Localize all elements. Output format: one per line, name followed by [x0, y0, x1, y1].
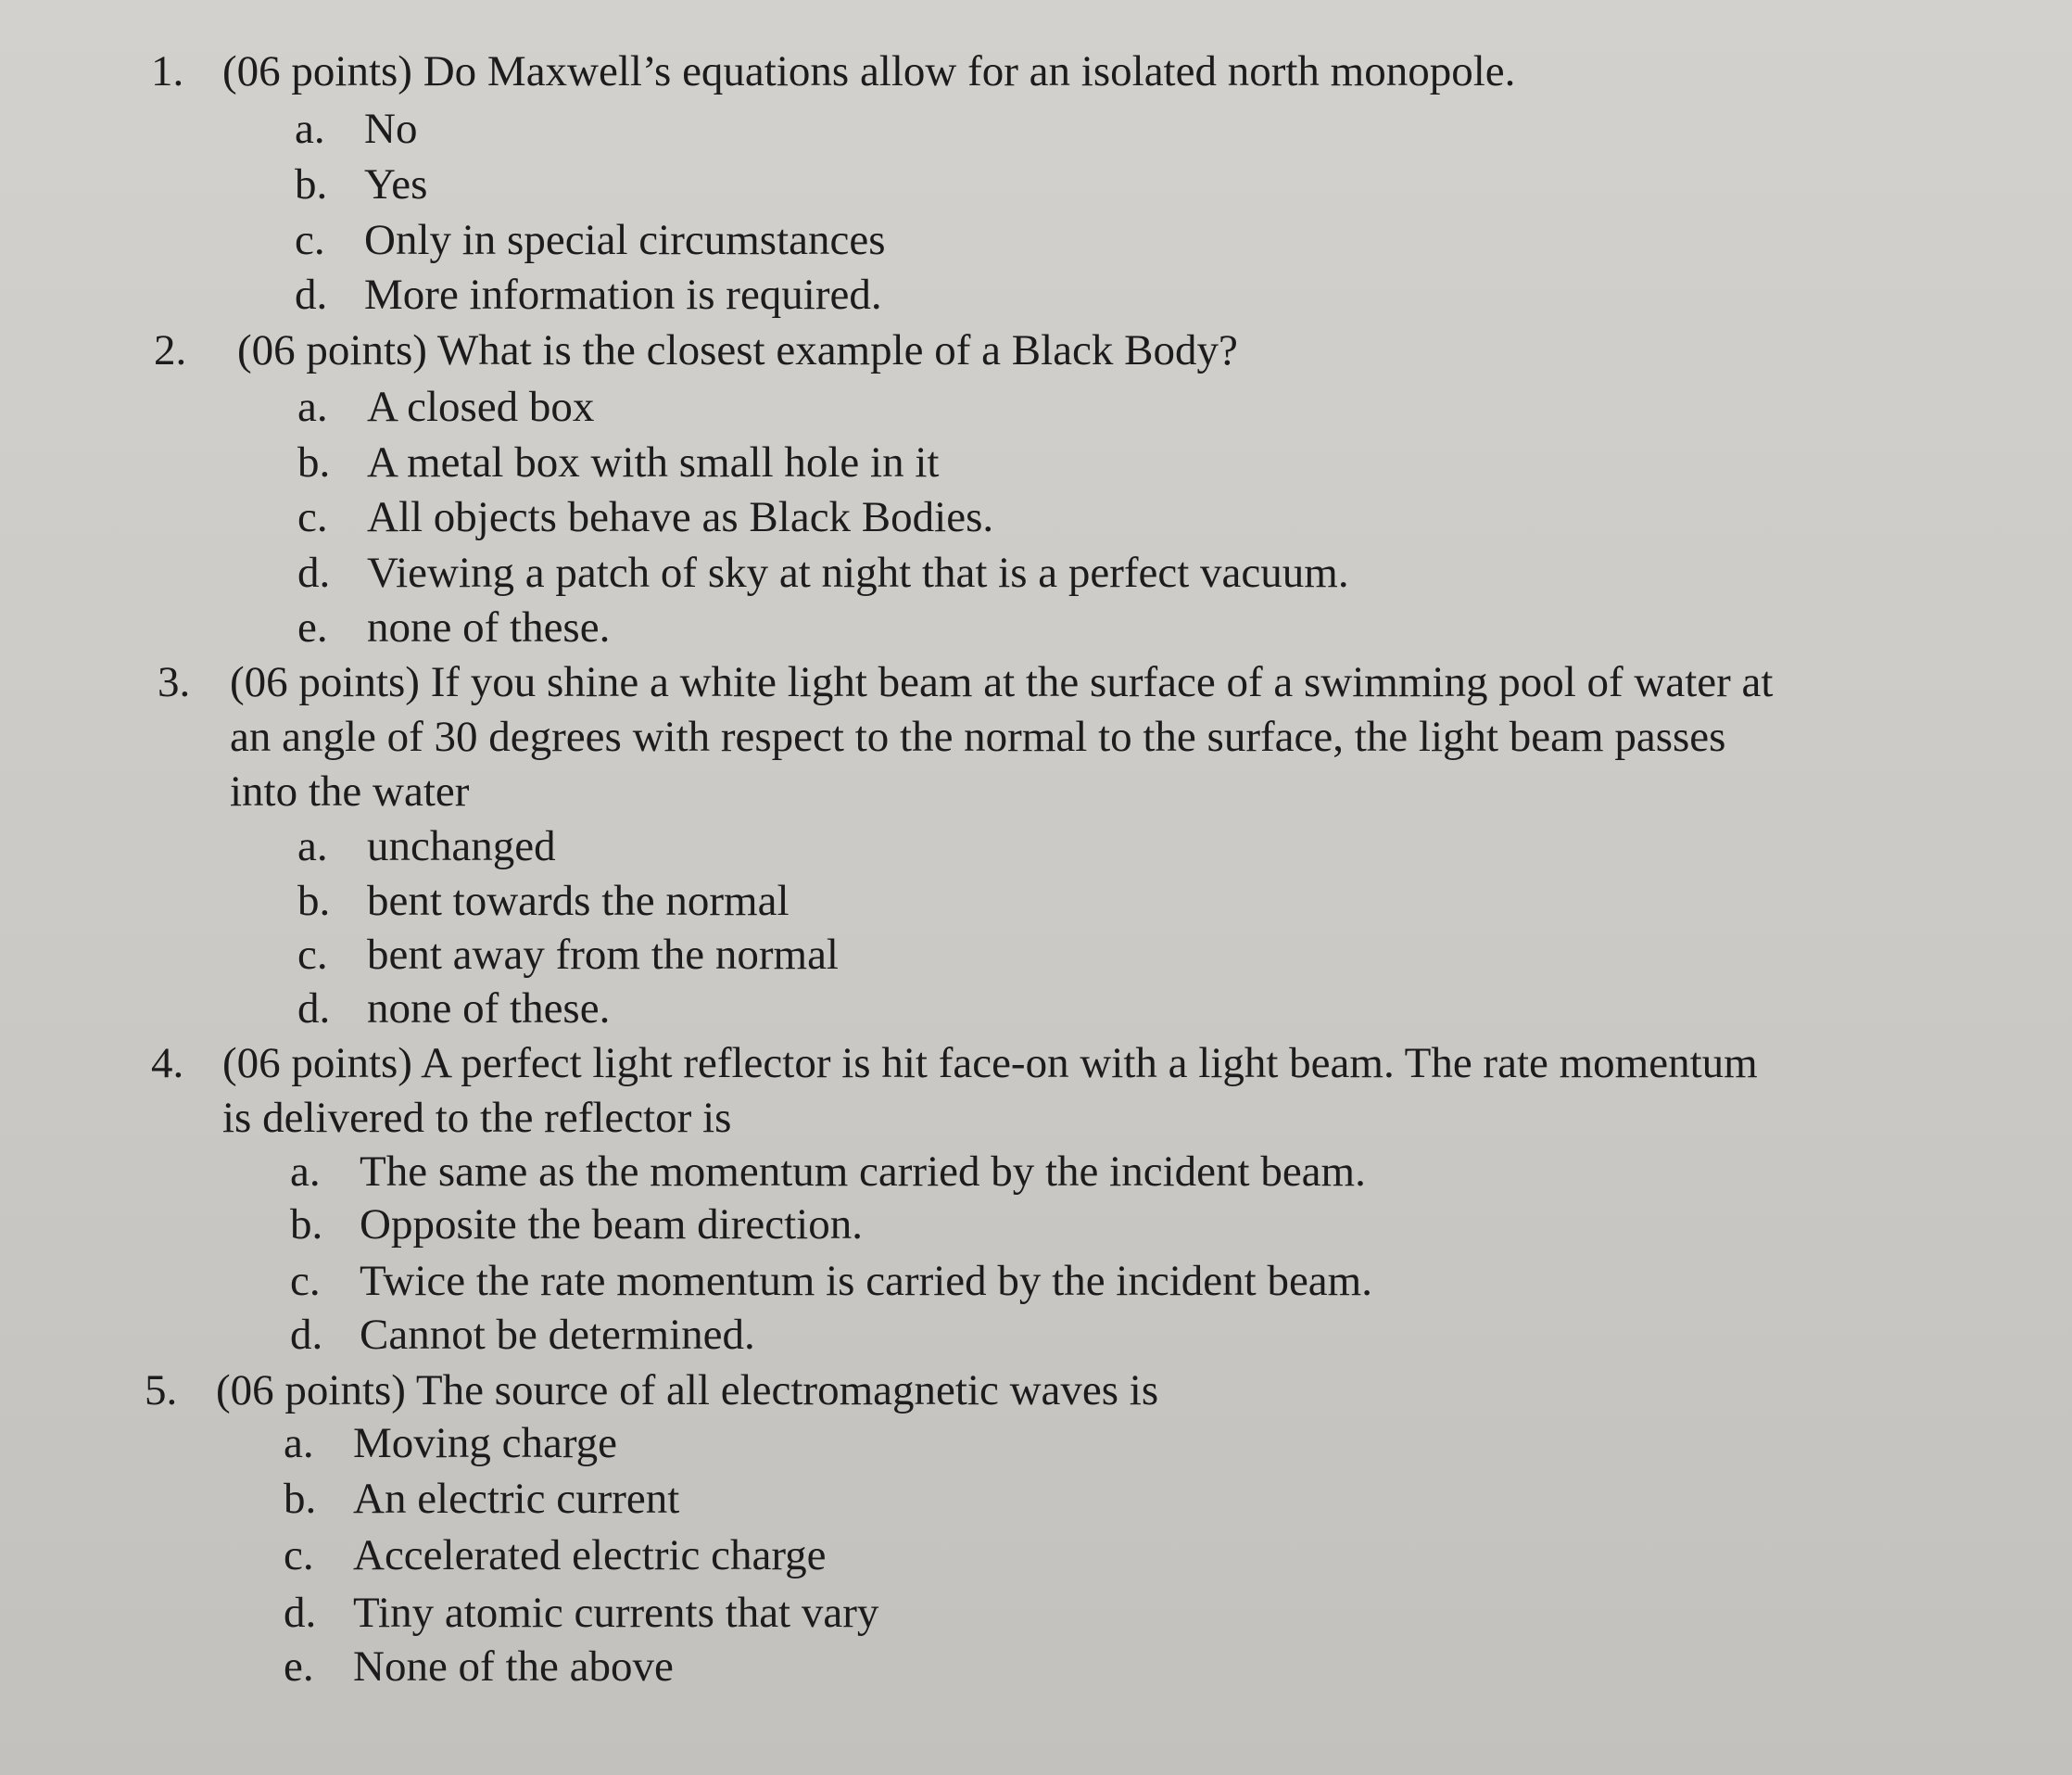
option-letter: c. — [290, 1257, 321, 1305]
option-text: unchanged — [367, 822, 556, 870]
option-letter: b. — [290, 1200, 323, 1249]
option-letter: a. — [290, 1147, 321, 1196]
option-text: A closed box — [367, 383, 595, 431]
option-letter: d. — [284, 1589, 317, 1637]
option-letter: a. — [297, 383, 328, 431]
option-letter: d. — [295, 271, 328, 319]
option-text: All objects behave as Black Bodies. — [367, 493, 994, 541]
question-text-line: (06 points) A perfect light reflector is hit face-on with a light beam. The rate momentum — [222, 1039, 1758, 1087]
option-text: Yes — [364, 160, 428, 209]
question-text — [237, 323, 1238, 378]
option-letter: a. — [295, 105, 325, 153]
option-text: The same as the momentum carried by the incident beam. — [360, 1147, 1366, 1196]
option-text: Accelerated electric charge — [353, 1531, 827, 1579]
question-number: 3. — [158, 658, 191, 706]
question-number: 1. — [151, 47, 184, 95]
question-number: 5. — [145, 1366, 178, 1414]
option-text: Opposite the beam direction. — [360, 1200, 863, 1249]
option-text: none of these. — [367, 603, 611, 652]
question-text — [222, 44, 1515, 99]
question-text — [222, 1036, 1758, 1146]
option-text: none of these. — [367, 984, 611, 1033]
option-letter: e. — [297, 603, 328, 652]
question-number: 2. — [154, 326, 187, 374]
option-text: Tiny atomic currents that vary — [353, 1589, 879, 1637]
option-letter: c. — [297, 931, 328, 979]
option-text: Moving charge — [353, 1419, 617, 1467]
option-text: Viewing a patch of sky at night that is a perfect vacuum. — [367, 549, 1349, 597]
option-letter: b. — [297, 877, 331, 925]
question-number: 4. — [151, 1039, 184, 1087]
option-text: Only in special circumstances — [364, 216, 886, 264]
question-text-line: (06 points) Do Maxwell’s equations allow for an isolated north monopole. — [222, 47, 1516, 95]
question-text-line: is delivered to the reflector is — [222, 1094, 732, 1142]
option-letter: c. — [297, 493, 328, 541]
question-text-line: (06 points) If you shine a white light beam at the surface of a swimming pool of water at — [230, 658, 1774, 706]
option-text: None of the above — [353, 1642, 674, 1691]
option-letter: c. — [295, 216, 325, 264]
option-letter: b. — [295, 160, 328, 209]
option-letter: c. — [284, 1531, 314, 1579]
option-letter: d. — [290, 1311, 323, 1359]
option-letter: a. — [297, 822, 328, 870]
option-letter: b. — [297, 438, 331, 487]
question-text-line: an angle of 30 degrees with respect to the normal to the surface, the light beam passes — [230, 713, 1726, 761]
option-letter: b. — [284, 1475, 317, 1523]
option-letter: a. — [284, 1419, 314, 1467]
option-letter: d. — [297, 984, 331, 1033]
question-text-line: (06 points) The source of all electromagnetic waves is — [216, 1366, 1159, 1414]
question-text — [230, 655, 1773, 819]
question-text-line: (06 points) What is the closest example of a Black Body? — [237, 326, 1238, 374]
option-text: No — [364, 105, 418, 153]
option-text: Twice the rate momentum is carried by the incident beam. — [360, 1257, 1372, 1305]
option-letter: e. — [284, 1642, 314, 1691]
question-text-line: into the water — [230, 767, 470, 816]
option-text: More information is required. — [364, 271, 882, 319]
option-text: bent towards the normal — [367, 877, 790, 925]
option-text: A metal box with small hole in it — [367, 438, 940, 487]
option-text: An electric current — [353, 1475, 680, 1523]
option-letter: d. — [297, 549, 331, 597]
question-text — [216, 1363, 1158, 1418]
option-text: bent away from the normal — [367, 931, 839, 979]
option-text: Cannot be determined. — [360, 1311, 755, 1359]
